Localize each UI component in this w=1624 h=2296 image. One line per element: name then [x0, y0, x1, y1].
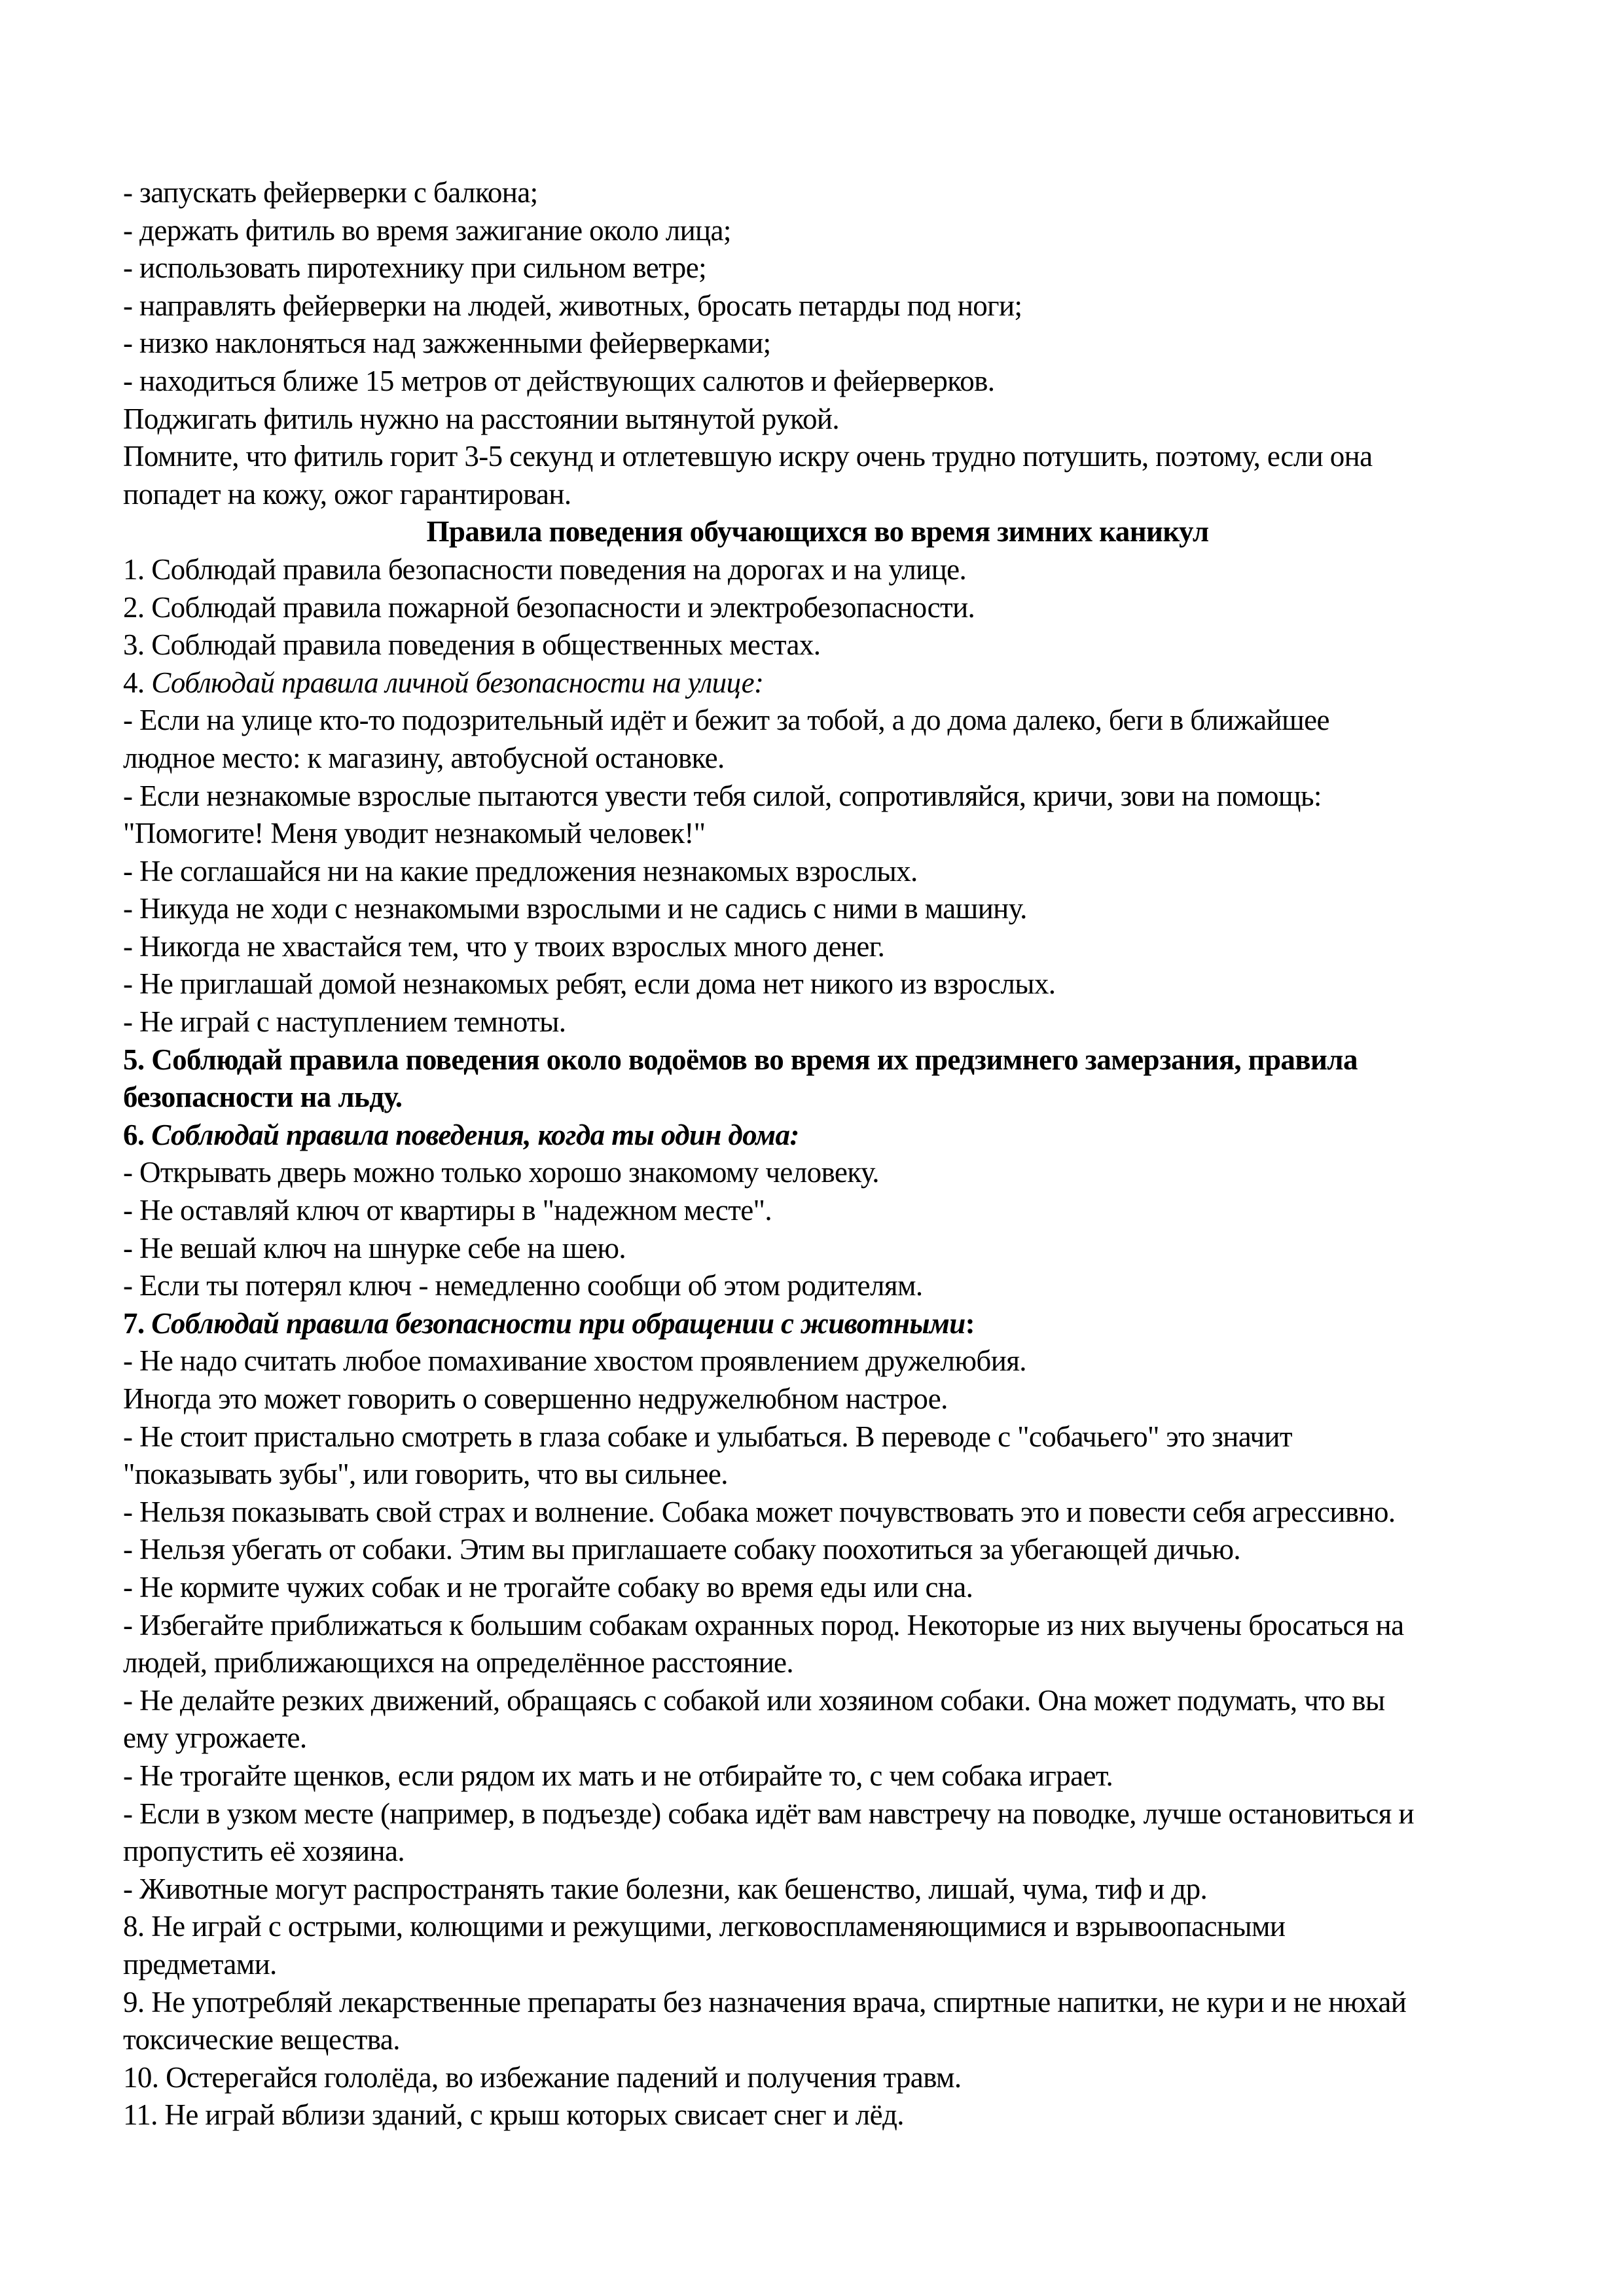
text-segment: - Не играй с наступлением темноты. [123, 1005, 566, 1039]
text-segment: Соблюдай правила личной безопасности на улице: [151, 666, 764, 699]
text-segment: - Никуда не ходи с незнакомыми взрослыми и не садись с ними в машину. [123, 892, 1027, 925]
text-segment: - Не делайте резких движений, обращаясь с собакой или хозяином собаки. Она может подумать, что вы [123, 1683, 1385, 1717]
text-line [123, 928, 1512, 966]
text-segment: 2. Соблюдай правила пожарной безопасности и электробезопасности. [123, 590, 975, 624]
text-line [123, 1757, 1512, 1795]
text-line [123, 2096, 1512, 2134]
text-segment: Иногда это может говорить о совершенно недружелюбном настрое. [123, 1382, 948, 1415]
text-line [123, 1192, 1512, 1230]
text-line [123, 1795, 1512, 1833]
text-segment: Соблюдай правила безопасности при обращении с животными [151, 1306, 965, 1340]
text-segment: - использовать пиротехнику при сильном ветре; [123, 251, 706, 285]
text-segment: - направлять фейерверки на людей, животных, бросать петарды под ноги; [123, 289, 1022, 322]
text-line [123, 1908, 1512, 1946]
text-segment: "Помогите! Меня уводит незнакомый человек!" [123, 817, 706, 850]
text-segment: попадет на кожу, ожог гарантирован. [123, 477, 571, 511]
text-segment: людное место: к магазину, автобусной остановке. [123, 741, 725, 774]
text-segment: - Не приглашай домой незнакомых ребят, если дома нет никого из взрослых. [123, 967, 1056, 1001]
text-line [123, 249, 1512, 287]
text-segment: 8. Не играй с острыми, колющими и режущими, легковоспламеняющимися и взрывоопасными [123, 1910, 1286, 1943]
text-segment: - Если ты потерял ключ - немедленно сообщи об этом родителям. [123, 1269, 923, 1302]
text-line [123, 1456, 1512, 1494]
text-segment: ему угрожаете. [123, 1721, 307, 1755]
text-line [123, 815, 1512, 853]
text-line [123, 551, 1512, 589]
text-segment: - находиться ближе 15 метров от действующих салютов и фейерверков. [123, 364, 995, 397]
text-segment: токсические вещества. [123, 2023, 400, 2056]
text-line [123, 1230, 1512, 1268]
text-segment: - Не оставляй ключ от квартиры в "надежном месте". [123, 1194, 772, 1227]
text-line [123, 1494, 1512, 1532]
text-segment: - Не стоит пристально смотреть в глаза собаке и улыбаться. В переводе с "собачьего" это значит [123, 1420, 1292, 1453]
text-segment: - Не вешай ключ на шнурке себе на шею. [123, 1231, 626, 1265]
text-segment: безопасности на льду. [123, 1081, 403, 1114]
text-line [123, 1117, 1512, 1155]
text-line [123, 1342, 1512, 1380]
text-segment: "показывать зубы", или говорить, что вы сильнее. [123, 1458, 728, 1491]
text-segment: - Не надо считать любое помахивание хвостом проявлением дружелюбия. [123, 1344, 1026, 1378]
text-line [123, 1267, 1512, 1305]
text-segment: 9. Не употребляй лекарственные препараты без назначения врача, спиртные напитки, не кури и не нюхай [123, 1985, 1407, 2018]
text-segment: - запускать фейерверки с балкона; [123, 176, 538, 209]
text-segment: Поджигать фитиль нужно на расстоянии вытянутой рукой. [123, 402, 839, 435]
text-segment: 10. Остерегайся гололёда, во избежание падений и получения травм. [123, 2060, 962, 2094]
text-line [123, 702, 1512, 740]
text-line [123, 1984, 1512, 2022]
text-line [123, 1154, 1512, 1192]
text-line [123, 174, 1512, 212]
text-segment: - Избегайте приближаться к большим собакам охранных пород. Некоторые из них выучены бросаться на [123, 1608, 1404, 1641]
text-line [123, 1833, 1512, 1871]
text-line [123, 1644, 1512, 1682]
text-line [123, 1607, 1512, 1645]
text-segment: - держать фитиль во время зажигание около лица; [123, 213, 731, 247]
text-line [123, 1871, 1512, 1909]
text-segment: - Если в узком месте (например, в подъезде) собака идёт вам навстречу на поводке, лучше остановиться и [123, 1797, 1414, 1830]
text-line [123, 1079, 1512, 1117]
text-line [123, 325, 1512, 363]
text-line [123, 212, 1512, 250]
text-segment: Правила поведения обучающихся во время зимних каникул [426, 515, 1209, 548]
text-segment: 5. Соблюдай правила поведения около водоёмов во время их предзимнего замерзания, правила [123, 1043, 1358, 1076]
text-line [123, 2059, 1512, 2097]
text-line [123, 1041, 1512, 1079]
text-segment: 4. [123, 666, 152, 699]
text-line [123, 1682, 1512, 1720]
text-line [123, 778, 1512, 816]
text-line [123, 476, 1512, 514]
text-segment: 3. Соблюдай правила поведения в общественных местах. [123, 628, 821, 662]
text-line [123, 1531, 1512, 1569]
text-segment: - Если на улице кто-то подозрительный идёт и бежит за тобой, а до дома далеко, беги в ближайшее [123, 704, 1329, 737]
text-segment: - Не кормите чужих собак и не трогайте собаку во время еды или сна. [123, 1570, 973, 1604]
text-segment: - Нельзя убегать от собаки. Этим вы приглашаете собаку поохотиться за убегающей дичью. [123, 1533, 1240, 1566]
text-line [123, 1418, 1512, 1456]
text-line [123, 1569, 1512, 1607]
text-line [123, 626, 1512, 664]
text-line [123, 853, 1512, 891]
text-line [123, 1719, 1512, 1757]
text-segment: предметами. [123, 1947, 277, 1981]
text-line [123, 438, 1512, 476]
text-segment: 11. Не играй вблизи зданий, с крыш которых свисает снег и лёд. [123, 2098, 904, 2132]
text-line [123, 965, 1512, 1003]
text-line [123, 589, 1512, 627]
text-segment: - Нельзя показывать свой страх и волнение. Собака может почувствовать это и повести себя агрессивно. [123, 1495, 1396, 1528]
text-segment: 6. [123, 1118, 152, 1151]
text-line [123, 1305, 1512, 1343]
text-line [123, 287, 1512, 325]
text-line [123, 890, 1512, 928]
text-segment: людей, приближающихся на определённое расстояние. [123, 1646, 794, 1679]
text-line [123, 363, 1512, 401]
text-segment: пропустить её хозяина. [123, 1835, 405, 1868]
text-line [123, 1003, 1512, 1041]
text-segment: - Животные могут распространять такие болезни, как бешенство, лишай, чума, тиф и др. [123, 1872, 1208, 1905]
text-line [123, 740, 1512, 778]
text-segment: 7. [123, 1306, 152, 1340]
text-segment: - Если незнакомые взрослые пытаются увести тебя силой, сопротивляйся, кричи, зови на помощь: [123, 779, 1322, 812]
document-text-block [123, 174, 1512, 2134]
text-segment: : [965, 1306, 975, 1340]
text-segment: Помните, что фитиль горит 3-5 секунд и отлетевшую искру очень трудно потушить, поэтому, если она [123, 440, 1373, 473]
text-line [123, 401, 1512, 439]
text-segment: - низко наклоняться над зажженными фейерверками; [123, 327, 771, 360]
text-segment: - Не трогайте щенков, если рядом их мать и не отбирайте то, с чем собака играет. [123, 1759, 1113, 1792]
text-line [123, 1946, 1512, 1984]
text-segment: Соблюдай правила поведения, когда ты один дома: [151, 1118, 799, 1151]
text-line [123, 664, 1512, 702]
text-line [123, 1380, 1512, 1418]
text-line [123, 2021, 1512, 2059]
text-segment: 1. Соблюдай правила безопасности поведения на дорогах и на улице. [123, 552, 967, 586]
text-segment: - Никогда не хвастайся тем, что у твоих взрослых много денег. [123, 929, 885, 963]
text-segment: - Открывать дверь можно только хорошо знакомому человеку. [123, 1156, 879, 1189]
section-heading [123, 513, 1512, 551]
text-segment: - Не соглашайся ни на какие предложения незнакомых взрослых. [123, 854, 918, 888]
